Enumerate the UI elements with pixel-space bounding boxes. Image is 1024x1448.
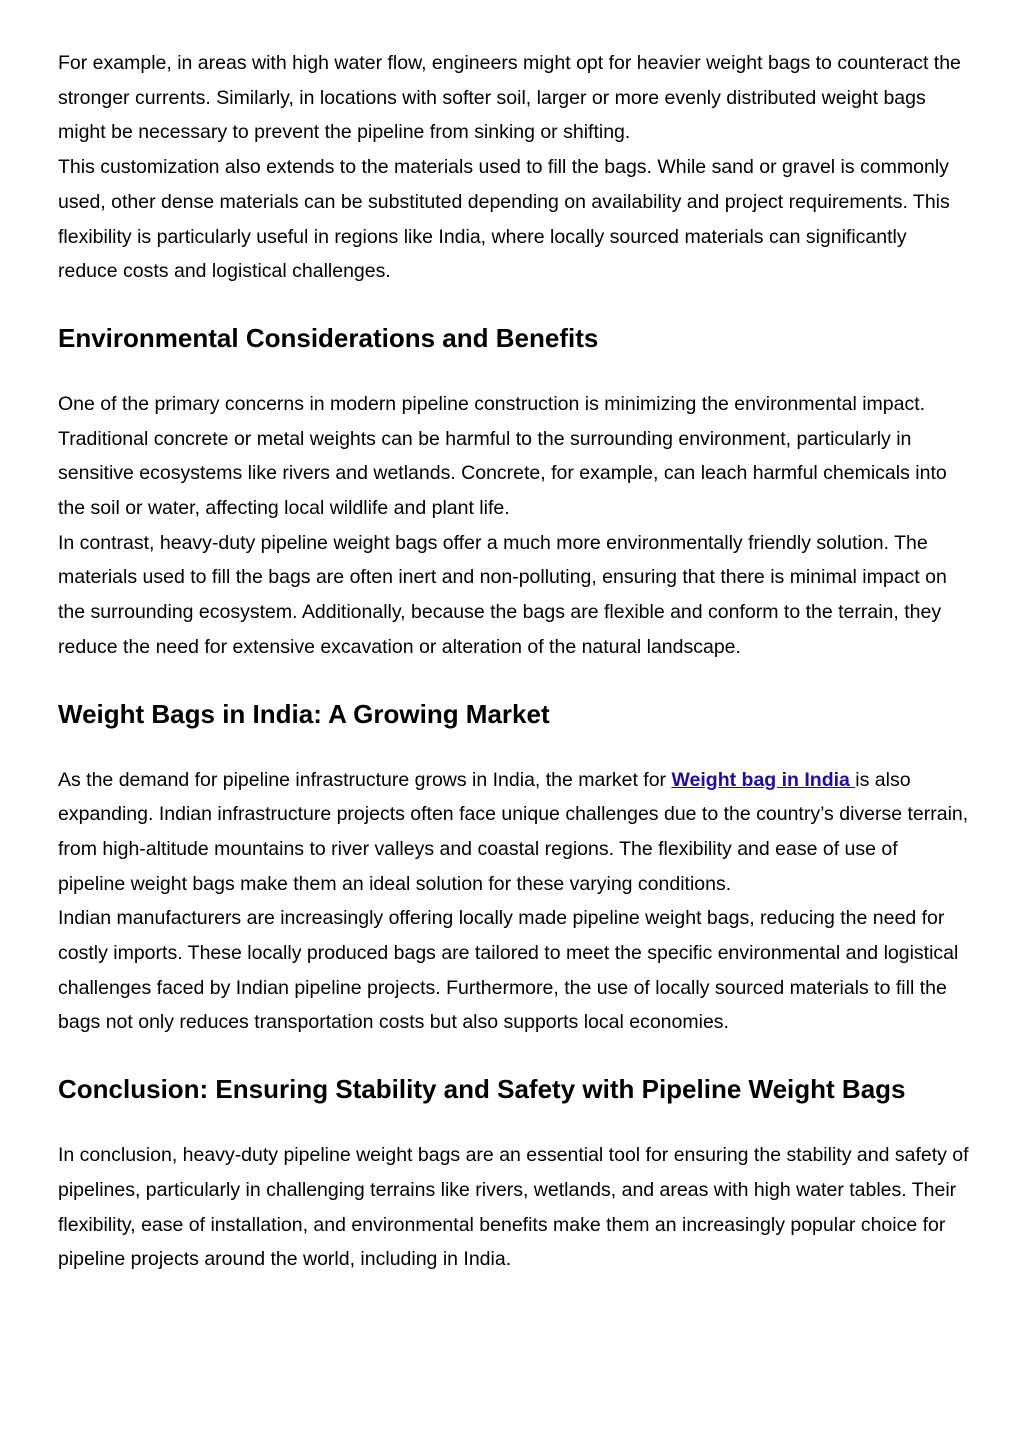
india-paragraph-1 [58,763,970,902]
intro-paragraph-2: This customization also extends to the materials used to fill the bags. While sand or gravel is commonly used, other dense materials can be substituted depending on availability and project requirements. This flexibility is particularly useful in regions like India, where locally sourced materials can significantly reduce costs and logistical challenges. [58,156,950,283]
environmental-heading: Environmental Considerations and Benefits [58,322,599,353]
intro-section [58,46,970,289]
environmental-paragraph-1: One of the primary concerns in modern pipeline construction is minimizing the environmental impact. Traditional concrete or metal weights can be harmful to the surrounding environment, particularly in sensitive ecosystems like rivers and wetlands. Concrete, for example, can leach harmful chemicals into the soil or water, affecting local wildlife and plant life. [58,392,947,520]
document-page [58,46,970,1277]
conclusion-section [58,1072,970,1277]
conclusion-heading: Conclusion: Ensuring Stability and Safety with Pipeline Weight Bags [58,1074,906,1105]
india-paragraph-1-lead: As the demand for pipeline infrastructure grows in India, the market for [58,768,672,791]
weight-bag-india-link[interactable]: Weight bag in India [671,768,856,791]
environmental-paragraph-2: In contrast, heavy-duty pipeline weight bags offer a much more environmentally friendly solution. The materials used to fill the bags are often inert and non-polluting, ensuring that there is minimal impact on the surrounding ecosystem. Additionally, because the bags are flexible and conform to the terrain, they reduce the need for extensive excavation or alteration of the natural landscape. [58,531,947,658]
intro-paragraph-1: For example, in areas with high water flow, engineers might opt for heavier weight bags to counteract the stronger currents. Similarly, in locations with softer soil, larger or more evenly distributed weight bags might be necessary to prevent the pipeline from sinking or shifting. [58,52,961,144]
india-section [58,697,970,1041]
conclusion-paragraph-1: In conclusion, heavy-duty pipeline weight bags are an essential tool for ensuring the stability and safety of pipelines, particularly in challenging terrains like rivers, wetlands, and areas with high water tables. Their flexibility, ease of installation, and environmental benefits make them an increasingly popular choice for pipeline projects around the world, including in India. [58,1144,969,1271]
india-paragraph-2: Indian manufacturers are increasingly offering locally made pipeline weight bags, reducing the need for costly imports. These locally produced bags are tailored to meet the specific environmental and logistical challenges faced by Indian pipeline projects. Furthermore, the use of locally sourced materials to fill the bags not only reduces transportation costs but also supports local economies. [58,907,959,1034]
environmental-section [58,321,970,665]
india-paragraph-1-rest: is also expanding. Indian infrastructure projects often face unique challenges due to the country’s diverse terrain, from high-altitude mountains to river valleys and coastal regions. The flexibility and ease of use of pipeline weight bags make them an ideal solution for these varying conditions. [58,768,969,895]
india-heading: Weight Bags in India: A Growing Market [58,698,550,729]
